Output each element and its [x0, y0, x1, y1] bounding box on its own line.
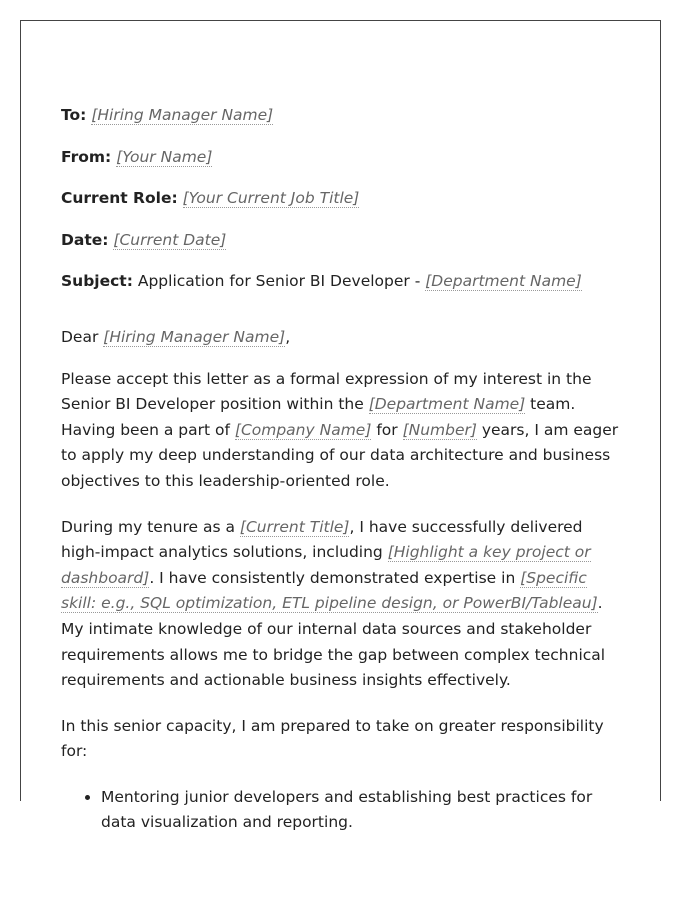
- p1-text-3: for: [371, 420, 403, 439]
- p1-department-placeholder: [Department Name]: [368, 395, 526, 414]
- subject-label: Subject:: [61, 272, 133, 291]
- p2-project-placeholder: [Highlight a key project or dashboard]: [61, 543, 591, 587]
- salutation-greeting: Dear: [61, 327, 104, 346]
- p2-text-4: . My intimate knowledge of our internal data sources and stakeholder requirements allows me to bridge the gap between complex technical requirements and actionable business insights effectively.: [61, 594, 606, 690]
- responsibility-list: [61, 785, 626, 836]
- p1-text-2: team. Having been a part of: [61, 395, 576, 439]
- paragraph-responsibility-intro: In this senior capacity, I am prepared to take on greater responsibility for:: [61, 716, 604, 761]
- p1-number-placeholder: [Number]: [402, 420, 477, 439]
- p1-text-4: years, I am eager to apply my deep understanding of our data architecture and business objectives to this leadership-oriented role.: [61, 420, 619, 490]
- current-role-line: [61, 186, 626, 212]
- list-item: • Mentoring junior developers and establishing best practices for data visualization and reporting.: [101, 785, 626, 836]
- letter-page: [20, 20, 661, 832]
- paragraph-interest: [61, 367, 626, 495]
- date-line: [61, 228, 626, 254]
- p2-title-placeholder: [Current Title]: [239, 517, 350, 536]
- p2-skill-placeholder: [Specific skill: e.g., SQL optimization, ETL pipeline design, or PowerBI/Tableau]: [61, 568, 598, 613]
- p2-text-1: During my tenure as a: [61, 517, 240, 536]
- subject-placeholder: [Department Name]: [425, 272, 582, 291]
- current-role-placeholder: [Your Current Job Title]: [182, 189, 360, 208]
- to-line: [61, 103, 626, 129]
- paragraph-tenure: [61, 515, 626, 694]
- salutation-punct: ,: [285, 327, 291, 346]
- date-label: Date:: [61, 230, 109, 249]
- p2-text-2: , I have successfully delivered high-impact analytics solutions, including: [61, 517, 583, 562]
- salutation-placeholder: [Hiring Manager Name]: [103, 327, 286, 346]
- p1-text-1: Please accept this letter as a formal expression of my interest in the Senior BI Developer position within the: [61, 369, 592, 414]
- from-placeholder: [Your Name]: [116, 147, 213, 166]
- to-label: To:: [61, 106, 87, 124]
- subject-text: Application for Senior BI Developer -: [137, 272, 426, 291]
- current-role-label: Current Role:: [61, 189, 178, 208]
- from-line: [61, 145, 626, 171]
- subject-line: [61, 269, 626, 295]
- date-placeholder: [Current Date]: [113, 230, 227, 249]
- letter-content: [61, 103, 626, 836]
- p1-company-placeholder: [Company Name]: [234, 420, 372, 439]
- p2-text-3: . I have consistently demonstrated expertise in: [149, 568, 521, 587]
- salutation: [61, 325, 626, 351]
- from-label: From:: [61, 147, 112, 166]
- to-placeholder: [Hiring Manager Name]: [91, 106, 274, 124]
